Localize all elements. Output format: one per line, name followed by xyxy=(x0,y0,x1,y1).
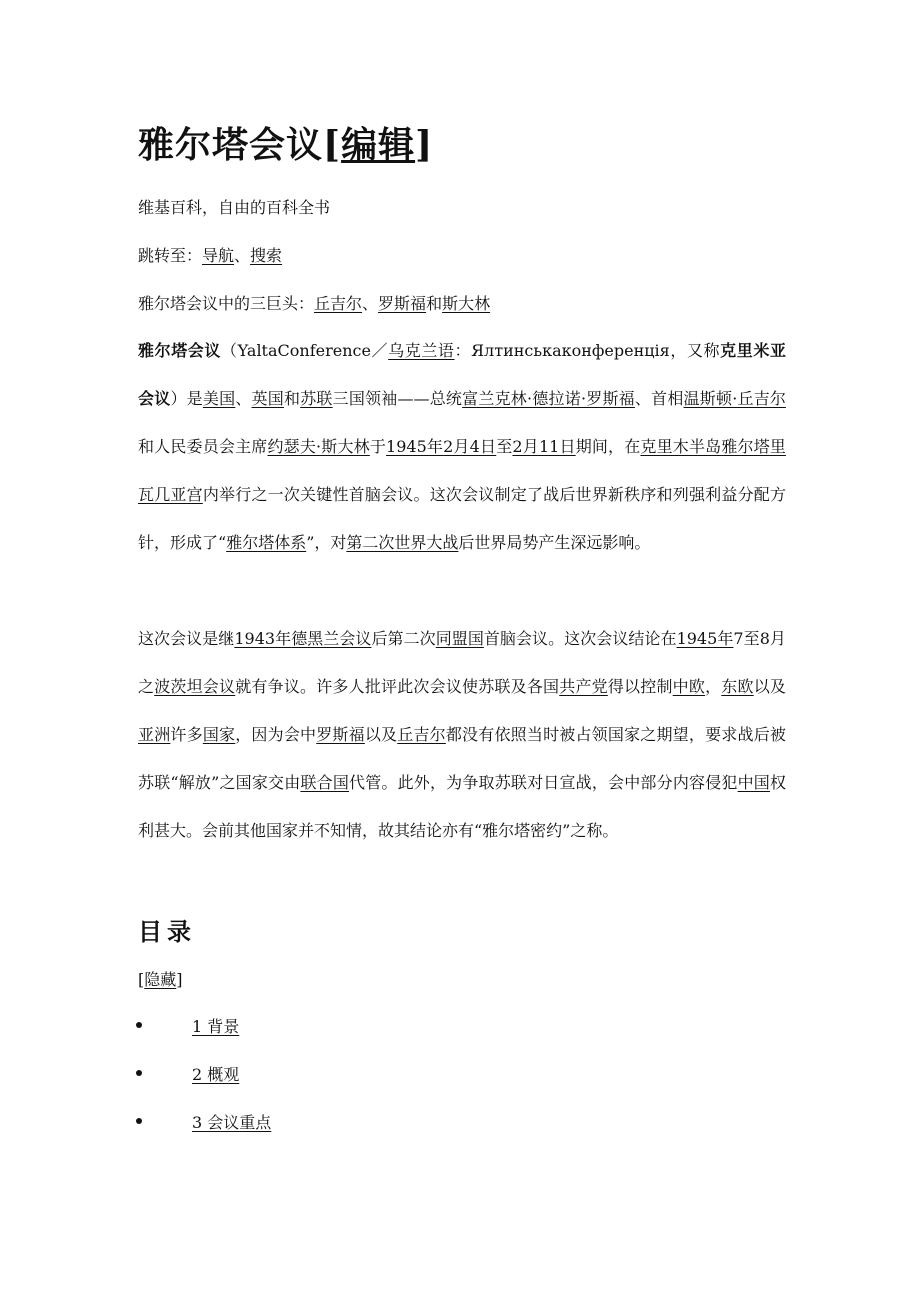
link-tehran-conference[interactable]: 德黑兰会议 xyxy=(291,629,372,648)
link-winston-churchill[interactable]: 温斯顿·丘吉尔 xyxy=(683,389,786,408)
page-title: 雅尔塔会议[编辑] xyxy=(138,124,434,166)
link-central-europe[interactable]: 中欧 xyxy=(672,677,706,696)
link-usa[interactable]: 美国 xyxy=(202,389,236,408)
jump-to-line: 跳转至：导航、搜索 xyxy=(138,246,283,265)
link-churchill[interactable]: 丘吉尔 xyxy=(314,294,363,313)
toc-link-overview[interactable]: 2 概观 xyxy=(192,1065,240,1084)
link-yalta-system[interactable]: 雅尔塔体系 xyxy=(226,533,307,552)
toc-hide-link[interactable]: 隐藏 xyxy=(144,970,177,989)
toc-toggle: [隐藏] xyxy=(138,970,183,989)
link-china[interactable]: 中国 xyxy=(737,773,770,792)
toc-item xyxy=(0,1010,400,1040)
toc-link-key-points[interactable]: 3 会议重点 xyxy=(192,1113,272,1132)
link-year-1945-b[interactable]: 1945年 xyxy=(676,629,734,648)
link-year-1943[interactable]: 1943年 xyxy=(234,629,292,648)
link-churchill-b[interactable]: 丘吉尔 xyxy=(397,725,446,744)
bullet-icon xyxy=(136,1022,142,1028)
paragraph-context: 这次会议是继1943年德黑兰会议后第二次同盟国首脑会议。这次会议结论在1945年7至8月之波茨坦会议就有争议。许多人批评此次会议使苏联及各国共产党得以控制中欧，东欧以及亚洲许多国家，因为会中罗斯福以及丘吉尔都没有依照当时被占领国家之期望，要求战后被苏联“解放”之国家交由联合国代管。此外，为争取苏联对日宣战，会中部分内容侵犯中国权利甚大。会前其他国家并不知情，故其结论亦有“雅尔塔密约”之称。 xyxy=(138,629,786,840)
image-caption: 雅尔塔会议中的三巨头：丘吉尔、罗斯福和斯大林 xyxy=(138,294,491,313)
link-asia[interactable]: 亚洲 xyxy=(138,725,171,744)
link-crimea[interactable]: 克里木半岛 xyxy=(640,437,722,456)
link-ussr[interactable]: 苏联 xyxy=(300,389,333,408)
jump-search-link[interactable]: 搜索 xyxy=(250,246,283,265)
paragraph-intro: 雅尔塔会议（YaltaConference／乌克兰语：Ялтинськаконференція，又称克里米亚会议）是美国、英国和苏联三国领袖——总统富兰克林·德拉诺·罗斯福、首相温斯顿·丘吉尔和人民委员会主席约瑟夫·斯大林于1945年2月4日至2月11日期间，在克里木半岛雅尔塔里瓦几亚宫内举行之一次关键性首脑会议。这次会议制定了战后世界新秩序和列强利益分配方针，形成了“雅尔塔体系”，对第二次世界大战后世界局势产生深远影响。 xyxy=(138,341,786,552)
toc-item xyxy=(0,1106,400,1136)
link-year-1945[interactable]: 1945年 xyxy=(386,437,444,456)
link-yalta[interactable]: 雅尔塔 xyxy=(721,437,770,456)
link-eastern-europe[interactable]: 东欧 xyxy=(721,677,754,696)
link-roosevelt[interactable]: 罗斯福 xyxy=(378,294,427,313)
link-livadia-palace[interactable]: 里瓦几亚宫 xyxy=(138,437,786,504)
link-stalin[interactable]: 斯大林 xyxy=(442,294,491,313)
link-ukrainian[interactable]: 乌克兰语 xyxy=(388,341,455,360)
link-communist-party[interactable]: 共产党 xyxy=(559,677,608,696)
toc-item xyxy=(0,1058,400,1088)
site-subtitle: 维基百科，自由的百科全书 xyxy=(138,198,331,217)
edit-link[interactable]: 编辑 xyxy=(341,124,416,166)
jump-navigation-link[interactable]: 导航 xyxy=(202,246,235,265)
link-uk[interactable]: 英国 xyxy=(251,389,284,408)
link-roosevelt-b[interactable]: 罗斯福 xyxy=(316,725,365,744)
link-feb-11[interactable]: 2月11日 xyxy=(512,437,576,456)
toc-title: 目录 xyxy=(138,917,196,946)
link-joseph-stalin[interactable]: 约瑟夫·斯大林 xyxy=(267,437,370,456)
link-allies[interactable]: 同盟国 xyxy=(435,629,484,648)
link-feb-4[interactable]: 2月4日 xyxy=(443,437,497,456)
link-potsdam-conference[interactable]: 波茨坦会议 xyxy=(154,677,236,696)
link-ww2[interactable]: 第二次世界大战 xyxy=(346,533,459,552)
link-fdr[interactable]: 富兰克林·德拉诺·罗斯福 xyxy=(462,389,635,408)
bullet-icon xyxy=(136,1070,142,1076)
bullet-icon xyxy=(136,1118,142,1124)
link-countries[interactable]: 国家 xyxy=(202,725,236,744)
link-united-nations[interactable]: 联合国 xyxy=(300,773,350,792)
toc-link-background[interactable]: 1 背景 xyxy=(192,1017,240,1036)
